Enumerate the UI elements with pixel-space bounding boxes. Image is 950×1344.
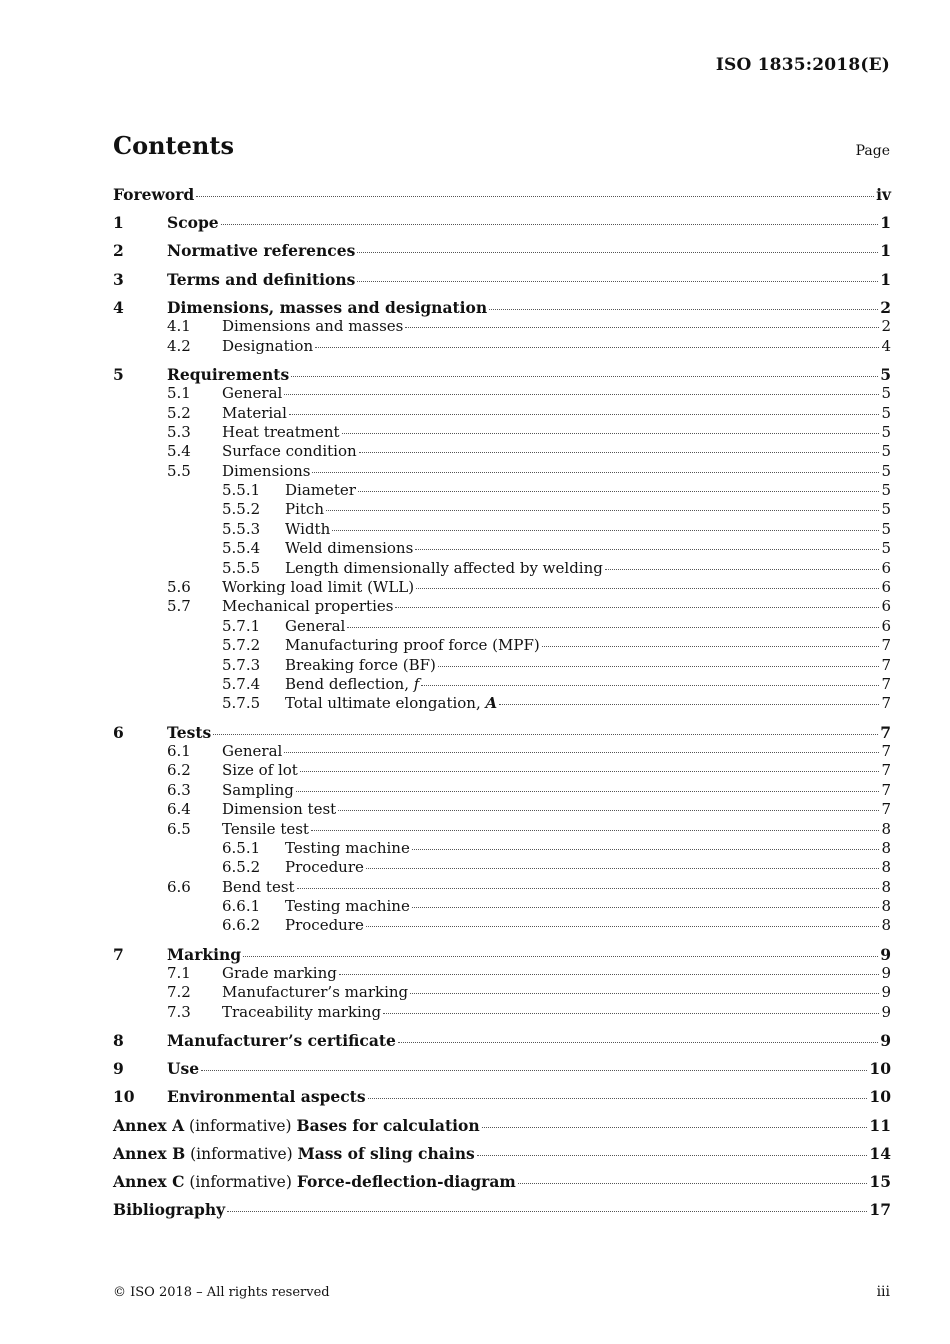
toc-leader-dots bbox=[221, 223, 879, 225]
toc-entry-number: 5.5.2 bbox=[222, 500, 261, 519]
toc-entry-title bbox=[285, 636, 540, 655]
toc-entry-title-part: Procedure bbox=[285, 916, 364, 935]
toc-entry-title bbox=[222, 1003, 381, 1022]
toc-entry-title-part: Terms and definitions bbox=[167, 269, 356, 289]
toc-leader-dots bbox=[311, 829, 880, 831]
toc-entry[interactable] bbox=[113, 597, 891, 616]
toc-entry-title bbox=[285, 675, 419, 694]
toc-entry[interactable] bbox=[113, 761, 891, 780]
toc-entry-page: 8 bbox=[881, 819, 891, 838]
toc-entry-page: 9 bbox=[880, 944, 891, 964]
toc-entry[interactable] bbox=[113, 878, 891, 897]
toc-entry-number: 7.3 bbox=[167, 1002, 191, 1021]
toc-leader-dots bbox=[489, 308, 878, 310]
toc-entry-title-part: Manufacturer’s certificate bbox=[167, 1031, 396, 1050]
toc-entry-title-part: Procedure bbox=[285, 858, 364, 877]
toc-entry-title-part: Manufacturer’s marking bbox=[222, 983, 409, 1002]
toc-entry-page: 4 bbox=[881, 336, 891, 355]
toc-entry-title-part: Annex C bbox=[113, 1171, 185, 1191]
toc-entry[interactable] bbox=[113, 945, 891, 964]
toc-entry-number: 4 bbox=[113, 297, 124, 317]
toc-entry-page: 5 bbox=[881, 442, 891, 461]
toc-entry-page: 8 bbox=[881, 858, 891, 877]
toc-entry-number: 10 bbox=[113, 1087, 135, 1107]
toc-entry[interactable] bbox=[113, 723, 891, 742]
toc-entry-title bbox=[113, 185, 194, 204]
toc-entry-title bbox=[222, 742, 282, 761]
toc-entry-title-part: (informative) bbox=[184, 1172, 297, 1191]
toc-entry-page: 5 bbox=[881, 384, 891, 403]
toc-entry-title-part: General bbox=[222, 384, 283, 403]
toc-entry-title bbox=[285, 916, 364, 935]
toc-leader-dots bbox=[412, 848, 880, 850]
toc-entry-title-part: Width bbox=[285, 519, 331, 538]
page-column-label: Page bbox=[855, 143, 890, 159]
toc-entry[interactable] bbox=[113, 559, 891, 578]
toc-entry-title bbox=[285, 481, 356, 500]
toc-entry-number: 5.5.5 bbox=[222, 558, 261, 577]
toc-leader-dots bbox=[410, 992, 879, 994]
toc-entry[interactable] bbox=[113, 213, 891, 232]
toc-entry-title bbox=[167, 365, 289, 384]
toc-entry-title bbox=[167, 1059, 199, 1078]
toc-entry-title-part: Marking bbox=[167, 944, 242, 964]
toc-entry-title bbox=[222, 384, 282, 403]
toc-entry-title-part: Tensile test bbox=[222, 819, 309, 838]
toc-leader-dots bbox=[284, 751, 879, 753]
toc-leader-dots bbox=[605, 568, 880, 570]
toc-entry-title bbox=[113, 1144, 475, 1164]
toc-leader-dots bbox=[201, 1069, 867, 1071]
toc-leader-dots bbox=[284, 393, 879, 395]
toc-leader-dots bbox=[383, 1012, 879, 1014]
toc-entry-number: 4.1 bbox=[167, 317, 191, 336]
toc-entry[interactable] bbox=[113, 742, 891, 761]
toc-leader-dots bbox=[366, 925, 880, 927]
toc-entry-title bbox=[222, 423, 340, 442]
toc-leader-dots bbox=[416, 587, 879, 589]
toc-entry[interactable] bbox=[113, 1059, 891, 1078]
toc-entry[interactable] bbox=[113, 636, 891, 655]
toc-leader-dots bbox=[482, 1126, 868, 1128]
toc-entry[interactable] bbox=[113, 365, 891, 384]
toc-entry-title bbox=[167, 1031, 396, 1050]
toc-entry-title-part: Diameter bbox=[285, 481, 356, 500]
toc-entry[interactable] bbox=[113, 241, 891, 260]
toc-entry[interactable] bbox=[113, 578, 891, 597]
toc-entry-title-part: Testing machine bbox=[285, 897, 410, 916]
toc-entry-title bbox=[222, 964, 337, 983]
toc-entry-title bbox=[285, 694, 497, 713]
toc-entry-title-part: Bibliography bbox=[113, 1200, 226, 1220]
toc-entry-number: 6.5.1 bbox=[222, 838, 261, 857]
toc-entry-page: 6 bbox=[881, 597, 891, 616]
toc-entry[interactable] bbox=[113, 916, 891, 935]
toc-entry-number: 5.1 bbox=[167, 384, 191, 403]
toc-leader-dots bbox=[477, 1154, 868, 1156]
toc-entry-title-part: Bend deflection, bbox=[285, 674, 414, 693]
toc-entry-title-part: Material bbox=[222, 403, 287, 422]
toc-entry-page: 11 bbox=[869, 1115, 891, 1135]
toc-entry-title-part: Requirements bbox=[167, 364, 290, 384]
toc-entry-title-part: Use bbox=[167, 1059, 200, 1079]
toc-entry-number: 4.2 bbox=[167, 336, 191, 355]
toc-entry-title-part: Pitch bbox=[285, 500, 324, 519]
toc-entry-title-part: Dimensions, masses and designation bbox=[167, 297, 488, 317]
toc-leader-dots bbox=[332, 529, 879, 531]
toc-leader-dots bbox=[395, 606, 879, 608]
toc-leader-dots bbox=[315, 346, 879, 348]
toc-entry-page: iv bbox=[876, 185, 891, 204]
toc-entry-title bbox=[167, 723, 211, 742]
toc-entry-title bbox=[113, 1200, 225, 1219]
toc-leader-dots bbox=[312, 471, 879, 473]
toc-leader-dots bbox=[339, 973, 880, 975]
toc-entry-title-part: Breaking force (BF) bbox=[285, 655, 436, 674]
toc-leader-dots bbox=[289, 413, 880, 415]
toc-entry-number: 8 bbox=[113, 1031, 124, 1050]
toc-entry-number: 5.7.4 bbox=[222, 674, 261, 693]
toc-entry[interactable] bbox=[113, 317, 891, 336]
toc-entry-title bbox=[167, 1087, 366, 1106]
toc-entry-page: 1 bbox=[880, 213, 891, 233]
toc-entry[interactable] bbox=[113, 1172, 891, 1191]
toc-entry[interactable] bbox=[113, 839, 891, 858]
toc-entry-page: 17 bbox=[869, 1200, 891, 1220]
toc-leader-dots bbox=[368, 1097, 868, 1099]
toc-leader-dots bbox=[291, 375, 878, 377]
toc-entry[interactable] bbox=[113, 384, 891, 403]
toc-entry[interactable] bbox=[113, 539, 891, 558]
toc-entry-number: 5.2 bbox=[167, 403, 191, 422]
toc-leader-dots bbox=[357, 251, 878, 253]
toc-entry-page: 8 bbox=[881, 877, 891, 896]
toc-leader-dots bbox=[415, 548, 879, 550]
toc-entry[interactable] bbox=[113, 964, 891, 983]
toc-entry-number: 3 bbox=[113, 269, 124, 289]
toc-entry-page: 7 bbox=[881, 761, 891, 780]
toc-entry-title-part: Dimensions bbox=[222, 461, 311, 480]
toc-entry[interactable] bbox=[113, 858, 891, 877]
toc-leader-dots bbox=[347, 626, 879, 628]
toc-entry[interactable] bbox=[113, 675, 891, 694]
toc-entry[interactable] bbox=[113, 800, 891, 819]
toc-entry[interactable] bbox=[113, 462, 891, 481]
toc-entry-number: 6.1 bbox=[167, 741, 191, 760]
toc-entry-number: 6.6.1 bbox=[222, 897, 261, 916]
toc-entry-page: 9 bbox=[881, 964, 891, 983]
toc-entry[interactable] bbox=[113, 1144, 891, 1163]
toc-leader-dots bbox=[300, 770, 880, 772]
toc-entry-number: 6.3 bbox=[167, 780, 191, 799]
toc-entry-number: 5 bbox=[113, 364, 124, 384]
toc-entry-number: 6.5.2 bbox=[222, 858, 261, 877]
toc-entry-page: 14 bbox=[869, 1143, 891, 1163]
toc-entry-title bbox=[285, 617, 345, 636]
toc-entry-page: 6 bbox=[881, 558, 891, 577]
table-of-contents bbox=[113, 185, 891, 1220]
toc-entry-number: 5.5 bbox=[167, 461, 191, 480]
toc-entry-page: 7 bbox=[881, 636, 891, 655]
toc-entry-title-part: Mechanical properties bbox=[222, 597, 394, 616]
toc-entry-page: 9 bbox=[881, 983, 891, 1002]
toc-entry-page: 7 bbox=[881, 741, 891, 760]
toc-leader-dots bbox=[405, 326, 879, 328]
toc-entry-title-part: Length dimensionally affected by welding bbox=[285, 558, 603, 577]
toc-entry-number: 5.5.4 bbox=[222, 539, 261, 558]
toc-entry-title-part: Scope bbox=[167, 213, 219, 233]
toc-entry-title-part: (informative) bbox=[185, 1144, 298, 1163]
toc-leader-dots bbox=[213, 733, 878, 735]
toc-entry-title bbox=[285, 858, 364, 877]
toc-entry-title-part: Weld dimensions bbox=[285, 539, 414, 558]
toc-entry[interactable] bbox=[113, 1003, 891, 1022]
toc-leader-dots bbox=[542, 645, 880, 647]
toc-entry[interactable] bbox=[113, 983, 891, 1002]
toc-entry-number: 5.3 bbox=[167, 422, 191, 441]
toc-entry[interactable] bbox=[113, 270, 891, 289]
toc-entry-title-part: Dimensions and masses bbox=[222, 317, 404, 336]
toc-entry[interactable] bbox=[113, 404, 891, 423]
toc-entry-title-part: Environmental aspects bbox=[167, 1087, 366, 1107]
toc-entry-number: 5.4 bbox=[167, 442, 191, 461]
toc-entry-number: 5.5.1 bbox=[222, 481, 261, 500]
toc-entry-title-part: Annex B bbox=[113, 1143, 186, 1163]
toc-entry[interactable] bbox=[113, 694, 891, 713]
toc-entry-number: 7 bbox=[113, 944, 124, 964]
toc-entry[interactable] bbox=[113, 1031, 891, 1050]
toc-entry-page: 7 bbox=[881, 694, 891, 713]
toc-entry-number: 7.1 bbox=[167, 964, 191, 983]
toc-entry-page: 9 bbox=[881, 1002, 891, 1021]
toc-entry-title-part: Total ultimate elongation, bbox=[285, 694, 486, 713]
toc-entry-title bbox=[222, 462, 310, 481]
toc-entry-page: 6 bbox=[881, 578, 891, 597]
toc-entry-title bbox=[167, 213, 219, 232]
toc-entry-number: 1 bbox=[113, 213, 124, 233]
toc-entry-title bbox=[222, 404, 287, 423]
toc-leader-dots bbox=[358, 490, 880, 492]
toc-entry-page: 5 bbox=[881, 403, 891, 422]
toc-entry-title bbox=[222, 578, 414, 597]
toc-entry-title bbox=[285, 539, 413, 558]
toc-entry-page: 10 bbox=[869, 1087, 891, 1107]
toc-entry-title bbox=[222, 597, 393, 616]
toc-entry-number: 5.7.1 bbox=[222, 616, 261, 635]
toc-entry[interactable] bbox=[113, 897, 891, 916]
toc-entry-title bbox=[285, 559, 603, 578]
toc-leader-dots bbox=[342, 432, 880, 434]
toc-entry-page: 7 bbox=[880, 722, 891, 742]
toc-leader-dots bbox=[243, 955, 878, 957]
toc-entry-title-part: Bases for calculation bbox=[296, 1115, 480, 1135]
toc-leader-dots bbox=[297, 887, 880, 889]
toc-entry[interactable] bbox=[113, 1087, 891, 1106]
toc-entry[interactable] bbox=[113, 520, 891, 539]
toc-entry-number: 5.6 bbox=[167, 578, 191, 597]
toc-entry-page: 1 bbox=[880, 241, 891, 261]
toc-entry-page: 5 bbox=[881, 461, 891, 480]
toc-entry-title bbox=[285, 520, 330, 539]
toc-entry-title bbox=[167, 270, 355, 289]
toc-entry-title bbox=[222, 781, 294, 800]
toc-entry[interactable] bbox=[113, 423, 891, 442]
toc-entry-title bbox=[285, 500, 324, 519]
toc-entry-page: 10 bbox=[869, 1059, 891, 1079]
toc-leader-dots bbox=[438, 665, 880, 667]
toc-entry-title-part: Traceability marking bbox=[222, 1002, 382, 1021]
footer-copyright: © ISO 2018 – All rights reserved bbox=[113, 1285, 330, 1300]
toc-entry-title bbox=[222, 337, 313, 356]
toc-entry-title bbox=[285, 897, 410, 916]
toc-entry-number: 6.2 bbox=[167, 761, 191, 780]
toc-entry[interactable] bbox=[113, 781, 891, 800]
toc-leader-dots bbox=[421, 684, 879, 686]
toc-entry-page: 7 bbox=[881, 674, 891, 693]
toc-entry[interactable] bbox=[113, 820, 891, 839]
toc-entry[interactable] bbox=[113, 442, 891, 461]
toc-entry-number: 5.7.2 bbox=[222, 636, 261, 655]
toc-entry[interactable] bbox=[113, 500, 891, 519]
toc-entry-title-part: f bbox=[413, 674, 420, 693]
toc-entry[interactable] bbox=[113, 337, 891, 356]
toc-entry-title bbox=[285, 839, 410, 858]
toc-entry-title bbox=[222, 800, 336, 819]
toc-leader-dots bbox=[296, 790, 880, 792]
toc-entry-title bbox=[113, 1116, 480, 1136]
toc-entry-title-part: Testing machine bbox=[285, 838, 410, 857]
toc-entry-title bbox=[222, 761, 298, 780]
toc-leader-dots bbox=[326, 509, 879, 511]
toc-entry[interactable] bbox=[113, 656, 891, 675]
toc-entry-number: 5.5.3 bbox=[222, 519, 261, 538]
toc-entry-number: 6.4 bbox=[167, 800, 191, 819]
toc-entry-title-part: General bbox=[222, 741, 283, 760]
toc-entry-title-part: Mass of sling chains bbox=[297, 1143, 475, 1163]
toc-entry-page: 5 bbox=[880, 364, 891, 384]
toc-entry-number: 9 bbox=[113, 1059, 124, 1079]
toc-entry-title-part: Grade marking bbox=[222, 964, 337, 983]
toc-entry-page: 5 bbox=[881, 422, 891, 441]
toc-entry-title-part: (informative) bbox=[184, 1116, 297, 1135]
toc-entry-title bbox=[167, 945, 241, 964]
toc-entry-number: 6.5 bbox=[167, 819, 191, 838]
toc-entry-title-part: Normative references bbox=[167, 241, 356, 261]
toc-entry-title-part: Sampling bbox=[222, 780, 294, 799]
toc-entry-page: 2 bbox=[880, 297, 891, 317]
toc-entry-title-part: Size of lot bbox=[222, 761, 298, 780]
toc-entry-number: 6.6.2 bbox=[222, 916, 261, 935]
toc-entry-title bbox=[222, 442, 357, 461]
toc-entry-page: 9 bbox=[880, 1031, 891, 1050]
toc-entry[interactable] bbox=[113, 481, 891, 500]
toc-entry[interactable] bbox=[113, 617, 891, 636]
toc-leader-dots bbox=[398, 1041, 878, 1043]
toc-entry-title-part: Annex A bbox=[113, 1115, 185, 1135]
document-id: ISO 1835:2018(E) bbox=[715, 55, 890, 75]
toc-leader-dots bbox=[366, 867, 880, 869]
toc-entry-page: 7 bbox=[881, 655, 891, 674]
toc-entry-title bbox=[222, 983, 408, 1002]
toc-entry-page: 5 bbox=[881, 519, 891, 538]
toc-entry-number: 5.7.3 bbox=[222, 655, 261, 674]
toc-entry-number: 6 bbox=[113, 722, 124, 742]
toc-entry-number: 5.7 bbox=[167, 597, 191, 616]
toc-entry-title bbox=[285, 656, 436, 675]
toc-entry-title-part: Bend test bbox=[222, 877, 295, 896]
toc-leader-dots bbox=[338, 809, 879, 811]
toc-leader-dots bbox=[196, 195, 874, 197]
toc-entry-title-part: General bbox=[285, 616, 346, 635]
toc-entry-title bbox=[167, 241, 355, 260]
toc-entry[interactable] bbox=[113, 1200, 891, 1219]
toc-leader-dots bbox=[227, 1210, 867, 1212]
toc-entry[interactable] bbox=[113, 298, 891, 317]
toc-leader-dots bbox=[412, 906, 880, 908]
toc-leader-dots bbox=[499, 703, 879, 705]
toc-entry-title bbox=[222, 317, 403, 336]
toc-entry-title-part: A bbox=[485, 694, 498, 713]
toc-entry-page: 15 bbox=[869, 1171, 891, 1191]
toc-entry-title-part: Force-deflection-diagram bbox=[296, 1171, 516, 1191]
toc-entry-title-part: Designation bbox=[222, 336, 314, 355]
toc-entry[interactable] bbox=[113, 1116, 891, 1135]
page-title: Contents bbox=[113, 131, 234, 160]
toc-entry-title-part: Working load limit (WLL) bbox=[222, 578, 415, 597]
toc-entry-page: 7 bbox=[881, 800, 891, 819]
toc-entry-title-part: Foreword bbox=[113, 185, 195, 204]
toc-entry-title-part: Surface condition bbox=[222, 442, 357, 461]
toc-entry-page: 5 bbox=[881, 539, 891, 558]
toc-entry-page: 5 bbox=[881, 481, 891, 500]
toc-entry[interactable] bbox=[113, 185, 891, 204]
toc-entry-page: 2 bbox=[881, 317, 891, 336]
toc-leader-dots bbox=[357, 280, 878, 282]
toc-leader-dots bbox=[518, 1182, 868, 1184]
toc-entry-title-part: Tests bbox=[167, 722, 212, 742]
toc-entry-page: 5 bbox=[881, 500, 891, 519]
toc-entry-number: 5.7.5 bbox=[222, 694, 261, 713]
footer-page-number: iii bbox=[876, 1284, 890, 1300]
toc-entry-page: 7 bbox=[881, 780, 891, 799]
toc-entry-number: 7.2 bbox=[167, 983, 191, 1002]
toc-entry-number: 6.6 bbox=[167, 877, 191, 896]
toc-entry-number: 2 bbox=[113, 241, 124, 261]
toc-entry-page: 8 bbox=[881, 838, 891, 857]
toc-entry-title-part: Heat treatment bbox=[222, 422, 340, 441]
toc-entry-title-part: Dimension test bbox=[222, 800, 337, 819]
toc-leader-dots bbox=[359, 451, 880, 453]
toc-entry-page: 8 bbox=[881, 897, 891, 916]
toc-entry-page: 6 bbox=[881, 616, 891, 635]
toc-entry-title bbox=[167, 298, 487, 317]
toc-entry-title bbox=[222, 820, 309, 839]
toc-entry-title-part: Manufacturing proof force (MPF) bbox=[285, 636, 540, 655]
toc-entry-page: 1 bbox=[880, 269, 891, 289]
toc-entry-title bbox=[113, 1172, 516, 1192]
toc-entry-title bbox=[222, 878, 295, 897]
toc-entry-page: 8 bbox=[881, 916, 891, 935]
